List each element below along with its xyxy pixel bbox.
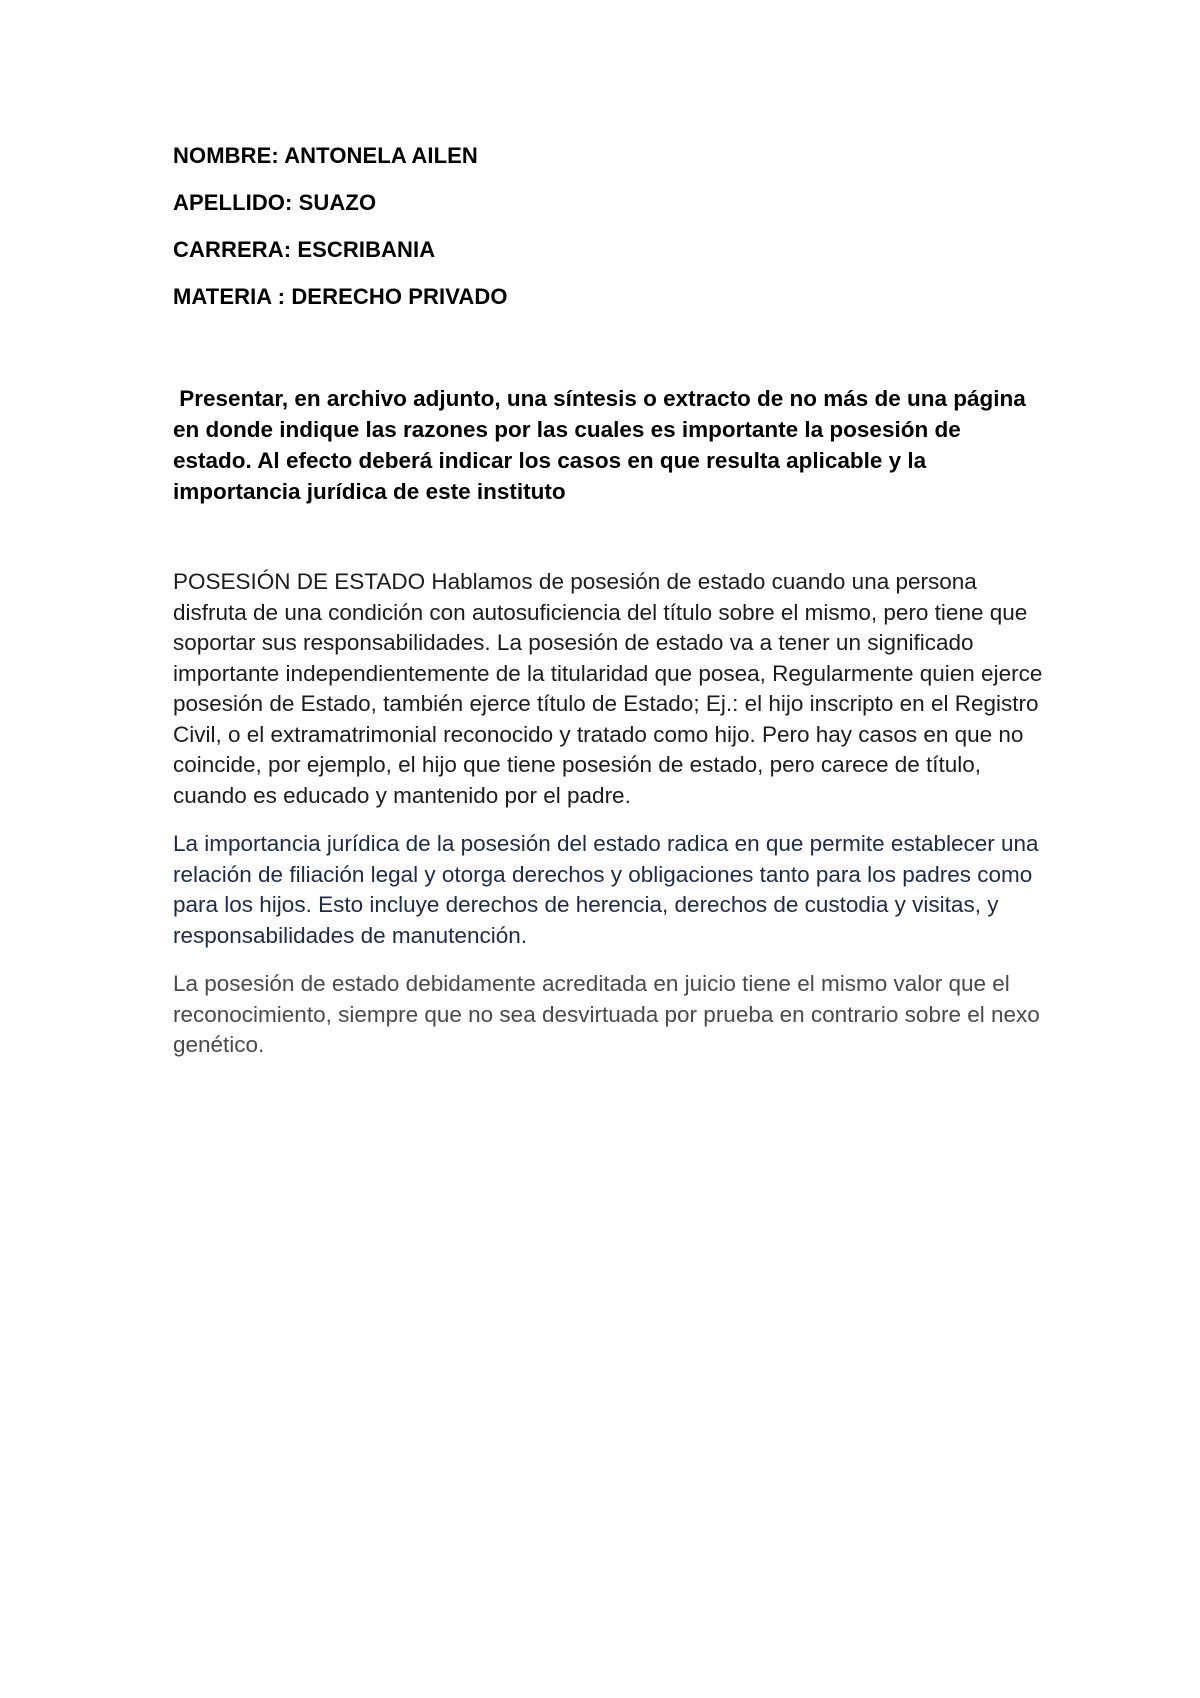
paragraph-valor-reconocimiento: La posesión de estado debidamente acreditada en juicio tiene el mismo valor que el reconocimiento, siempre que no sea desvirtuada por prueba en contrario sobre el nexo genético. [173, 971, 1040, 1057]
document-content [173, 143, 1043, 1061]
materia-line: MATERIA : DERECHO PRIVADO [173, 284, 508, 309]
nombre-line: NOMBRE: ANTONELA AILEN [173, 143, 478, 168]
paragraph-posesion-de-estado: POSESIÓN DE ESTADO Hablamos de posesión de estado cuando una persona disfruta de una condición con autosuficiencia del título sobre el mismo, pero tiene que soportar sus responsabilidades. La posesión de estado va a tener un significado importante independientemente de la titularidad que posea, Regularmente quien ejerce posesión de Estado, también ejerce título de Estado; Ej.: el hijo inscripto en el Registro Civil, o el extramatrimonial reconocido y tratado como hijo. Pero hay casos en que no coincide, por ejemplo, el hijo que tiene posesión de estado, pero carece de título, cuando es educado y mantenido por el padre. [173, 569, 1043, 808]
assignment-prompt: Presentar, en archivo adjunto, una síntesis o extracto de no más de una página en donde indique las razones por las cuales es importante la posesión de estado. Al efecto deberá indicar los casos en que resulta aplicable y la importancia jurídica de este instituto [173, 386, 1033, 504]
apellido-line: APELLIDO: SUAZO [173, 190, 377, 215]
carrera-line: CARRERA: ESCRIBANIA [173, 237, 436, 262]
paragraph-importancia-juridica: La importancia jurídica de la posesión del estado radica en que permite establecer una relación de filiación legal y otorga derechos y obligaciones tanto para los padres como para los hijos. Esto incluye derechos de herencia, derechos de custodia y visitas, y responsabilidades de manutención. [173, 831, 1039, 948]
